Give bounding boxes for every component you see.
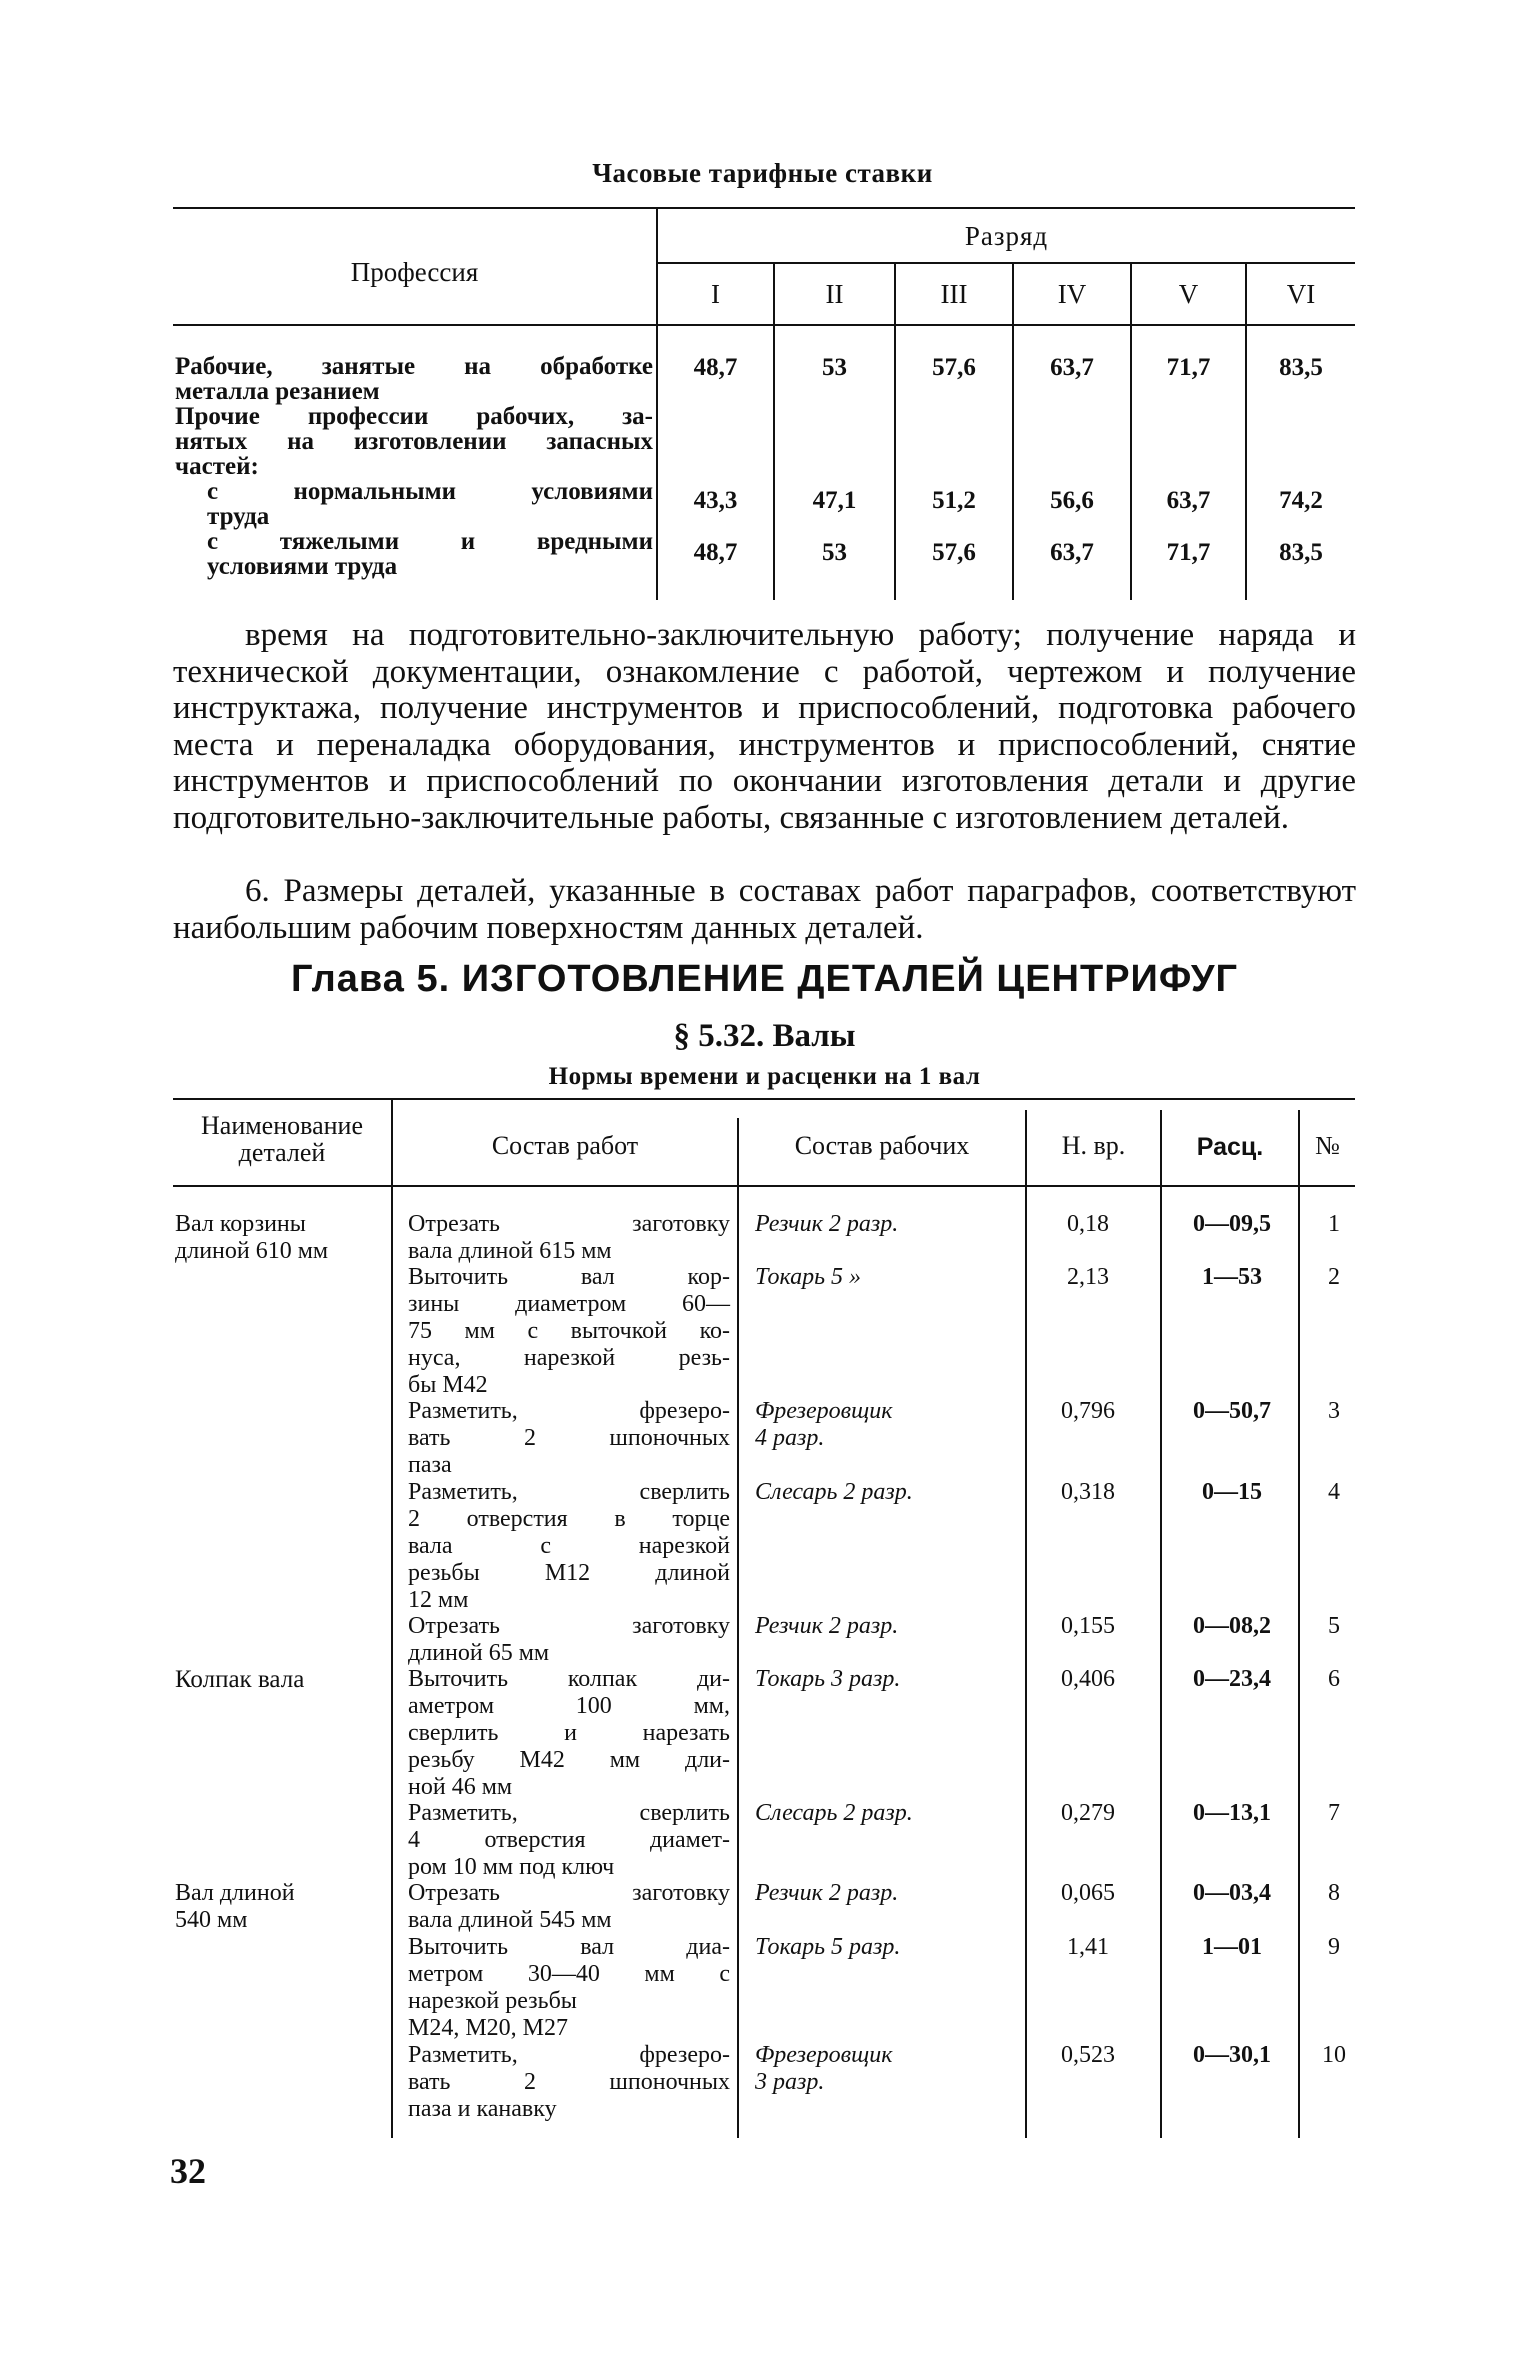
worker-grade: Резчик 2 разр. — [755, 1211, 899, 1237]
row-number: 10 — [1322, 2042, 1346, 2068]
work-description — [408, 1479, 730, 1614]
row-number: 8 — [1328, 1880, 1340, 1906]
part-line: длиной 610 мм — [175, 1238, 329, 1264]
work-line: вала длиной 545 мм — [408, 1907, 612, 1933]
body-paragraph: 6. Размеры деталей, указанные в составах работ параграфов, соответствуют наибольшим рабочим поверхностям данных деталей. — [173, 873, 1356, 946]
rate-value: 53 — [822, 539, 847, 566]
work-line: резьбы М12 длиной — [408, 1560, 730, 1586]
work-line: 2 отверстия в торце — [408, 1506, 730, 1532]
profession-row — [175, 529, 653, 579]
time-norm: 0,279 — [1061, 1800, 1115, 1826]
part-line: 540 мм — [175, 1907, 248, 1933]
row-number: 5 — [1328, 1613, 1340, 1639]
col-divider — [1160, 1110, 1162, 2138]
time-norm: 0,318 — [1061, 1479, 1115, 1505]
section-title: § 5.32. Валы — [673, 1018, 856, 1054]
piece-rate: 0—30,1 — [1193, 2042, 1271, 2068]
rate-value: 63,7 — [1166, 487, 1211, 514]
col-divider — [391, 1198, 393, 2138]
grade-label: VI — [1286, 279, 1316, 309]
grade-label: IV — [1057, 279, 1087, 309]
rate-value: 48,7 — [693, 539, 738, 566]
piece-rate: 0—13,1 — [1193, 1800, 1271, 1826]
row-number: 4 — [1328, 1479, 1340, 1505]
rate-value: 71,7 — [1166, 354, 1211, 381]
piece-rate: 1—01 — [1202, 1934, 1262, 1960]
worker-grade — [755, 2042, 1025, 2096]
work-line: Выточить вал кор- — [408, 1264, 730, 1290]
grade-label: III — [940, 279, 968, 309]
work-description — [408, 2042, 730, 2123]
work-line: Выточить колпак ди- — [408, 1666, 730, 1692]
work-description — [408, 1398, 730, 1479]
worker-grade: Слесарь 2 разр. — [755, 1800, 913, 1826]
worker-grade: Слесарь 2 разр. — [755, 1479, 913, 1505]
work-header: Состав работ — [491, 1131, 639, 1160]
rate-header: Расц. — [1196, 1133, 1264, 1161]
profession-row — [175, 479, 653, 529]
worker-grade: Резчик 2 разр. — [755, 1613, 899, 1639]
work-line: 75 мм с выточкой ко- — [408, 1318, 730, 1344]
rate-value: 56,6 — [1050, 487, 1094, 514]
tariff-table — [173, 207, 1355, 600]
rate-value: 53 — [822, 354, 847, 381]
table-top-rule — [173, 1098, 1355, 1100]
piece-rate: 0—15 — [1202, 1479, 1262, 1505]
work-line: вать 2 шпоночных — [408, 1425, 730, 1451]
profession-line: с нормальными условиями — [207, 478, 653, 505]
rate-value: 57,6 — [932, 539, 976, 566]
col-divider — [737, 1118, 739, 2138]
profession-line: металла резанием — [175, 378, 380, 405]
number-header: № — [1315, 1131, 1340, 1160]
worker-grade: Резчик 2 разр. — [755, 1880, 899, 1906]
worker-grade: Токарь 5 разр. — [755, 1934, 901, 1960]
piece-rate: 1—53 — [1202, 1264, 1262, 1290]
work-description — [408, 1264, 730, 1399]
profession-line: Прочие профессии рабочих, за- — [175, 403, 653, 430]
part-name — [175, 1880, 385, 1934]
work-line: резьбу М42 мм дли- — [408, 1747, 730, 1773]
work-description — [408, 1666, 730, 1801]
work-line: Отрезать заготовку — [408, 1880, 730, 1906]
work-line: вать 2 шпоночных — [408, 2069, 730, 2095]
time-norm: 0,155 — [1061, 1613, 1115, 1639]
part-line: Вал корзины — [175, 1211, 306, 1237]
grade-label: I — [711, 279, 720, 309]
time-norm: 0,18 — [1067, 1211, 1109, 1237]
piece-rate: 0—09,5 — [1193, 1211, 1271, 1237]
rate-value: 71,7 — [1166, 539, 1211, 566]
work-line: длиной 65 мм — [408, 1640, 550, 1666]
profession-row — [175, 404, 653, 479]
work-line: ром 10 мм под ключ — [408, 1854, 615, 1880]
rate-value: 83,5 — [1279, 354, 1323, 381]
rate-value: 48,7 — [693, 354, 738, 381]
work-line: нуса, нарезкой резь- — [408, 1345, 730, 1371]
row-number: 3 — [1328, 1398, 1340, 1424]
chapter-title: Глава 5. ИЗГОТОВЛЕНИЕ ДЕТАЛЕЙ ЦЕНТРИФУГ — [290, 958, 1239, 1000]
work-line: Выточить вал диа- — [408, 1934, 730, 1960]
work-line: Разметить, сверлить — [408, 1479, 730, 1505]
time-norm: 0,796 — [1061, 1398, 1115, 1424]
rate-value: 51,2 — [932, 487, 976, 514]
norms-table — [173, 1098, 1355, 2138]
part-name — [175, 1211, 385, 1265]
time-norm: 2,13 — [1067, 1264, 1109, 1290]
table-top-rule — [173, 207, 1355, 209]
profession-header: Профессия — [350, 257, 479, 287]
header-line: деталей — [238, 1138, 326, 1167]
work-line: метром 30—40 мм с — [408, 1961, 730, 1987]
worker-line: 3 разр. — [755, 2069, 825, 2095]
profession-line: с тяжелыми и вредными — [207, 528, 653, 555]
work-line: паза — [408, 1452, 452, 1478]
worker-line: Фрезеровщик — [755, 1398, 893, 1424]
work-line: Отрезать заготовку — [408, 1613, 730, 1639]
grade-label: II — [825, 279, 844, 309]
work-line: ной 46 мм — [408, 1774, 513, 1800]
header-bottom-rule — [173, 1185, 1355, 1187]
profession-row — [175, 354, 653, 404]
rate-value: 63,7 — [1050, 539, 1094, 566]
part-header — [173, 1112, 391, 1166]
row-number: 7 — [1328, 1800, 1340, 1826]
work-line: М24, М20, М27 — [408, 2015, 569, 2041]
grade-label: V — [1178, 279, 1199, 309]
profession-line: труда — [207, 503, 270, 530]
tariff-table-caption: Часовые тарифные ставки — [592, 158, 933, 188]
time-norm: 1,41 — [1067, 1934, 1109, 1960]
rate-value: 74,2 — [1279, 487, 1323, 514]
work-line: Отрезать заготовку — [408, 1211, 730, 1237]
worker-line: 4 разр. — [755, 1425, 825, 1451]
work-line: вала длиной 615 мм — [408, 1238, 612, 1264]
row-number: 9 — [1328, 1934, 1340, 1960]
grade-header-rule — [658, 262, 1355, 264]
work-line: аметром 100 мм, — [408, 1693, 730, 1719]
page-number: 32 — [170, 2151, 206, 2191]
profession-line: нятых на изготовлении запасных — [175, 428, 653, 455]
header-bottom-rule — [173, 324, 1355, 326]
work-description — [408, 1211, 730, 1265]
piece-rate: 0—50,7 — [1193, 1398, 1271, 1424]
rate-value: 57,6 — [932, 354, 976, 381]
work-description — [408, 1613, 730, 1667]
norms-table-caption: Нормы времени и расценки на 1 вал — [548, 1063, 981, 1090]
work-description — [408, 1800, 730, 1881]
row-number: 1 — [1328, 1211, 1340, 1237]
work-description — [408, 1934, 730, 2042]
rate-value: 63,7 — [1050, 354, 1094, 381]
part-name: Колпак вала — [175, 1666, 305, 1693]
work-line: Разметить, фрезеро- — [408, 2042, 730, 2068]
body-paragraph: время на подготовительно-заключительную работу; получение наряда и технической документации, ознакомление с работой, чертежом и получение инструктажа, получение инструментов и приспособлений, подготовка рабочего места и переналадка оборудования, инструментов и приспособлений, снятие инструментов и приспособлений по окончании изготовления детали и другие подготовительно-заключительные работы, связанные с изготовлением деталей. — [173, 617, 1356, 836]
time-norm: 0,406 — [1061, 1666, 1115, 1692]
worker-line: Фрезеровщик — [755, 2042, 893, 2068]
header-line: Наименование — [201, 1111, 363, 1140]
time-norm: 0,523 — [1061, 2042, 1115, 2068]
piece-rate: 0—23,4 — [1193, 1666, 1271, 1692]
work-line: Разметить, фрезеро- — [408, 1398, 730, 1424]
rate-value: 83,5 — [1279, 539, 1323, 566]
time-norm: 0,065 — [1061, 1880, 1115, 1906]
profession-line: частей: — [175, 453, 259, 480]
profession-line: Рабочие, занятые на обработке — [175, 353, 653, 380]
worker-header: Состав рабочих — [794, 1131, 970, 1160]
rate-value: 43,3 — [693, 487, 738, 514]
worker-grade: Токарь 5 » — [755, 1264, 862, 1290]
work-line: зины диаметром 60— — [408, 1291, 730, 1317]
part-line: Вал длиной — [175, 1880, 295, 1906]
grade-header: Разряд — [964, 221, 1049, 251]
work-line: сверлить и нарезать — [408, 1720, 730, 1746]
work-line: Разметить, сверлить — [408, 1800, 730, 1826]
work-line: паза и канавку — [408, 2096, 557, 2122]
work-description — [408, 1880, 730, 1934]
profession-line: условиями труда — [207, 553, 398, 580]
work-line: нарезкой резьбы — [408, 1988, 577, 2014]
piece-rate: 0—08,2 — [1193, 1613, 1271, 1639]
row-number: 6 — [1328, 1666, 1340, 1692]
worker-grade: Токарь 3 разр. — [755, 1666, 901, 1692]
work-line: 12 мм — [408, 1587, 469, 1613]
work-line: бы М42 — [408, 1372, 488, 1398]
work-line: 4 отверстия диамет- — [408, 1827, 730, 1853]
piece-rate: 0—03,4 — [1193, 1880, 1271, 1906]
worker-grade — [755, 1398, 1025, 1452]
col-divider — [1298, 1110, 1300, 2138]
rate-value: 47,1 — [812, 487, 857, 514]
row-number: 2 — [1328, 1264, 1340, 1290]
work-line: вала с нарезкой — [408, 1533, 730, 1559]
norm-header: Н. вр. — [1061, 1131, 1126, 1160]
